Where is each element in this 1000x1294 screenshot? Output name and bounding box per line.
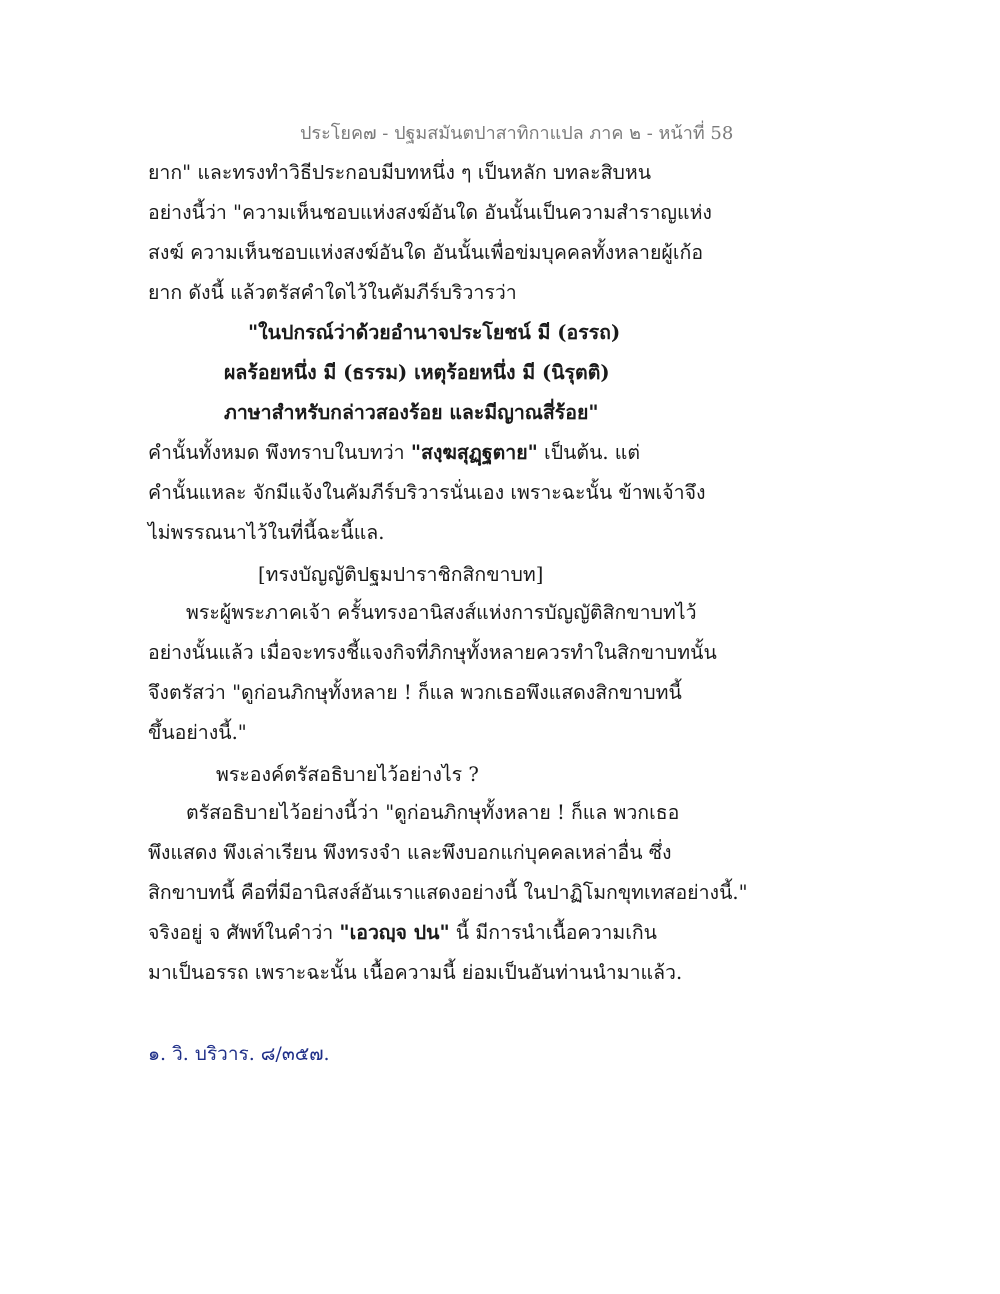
quote-line: ผลร้อยหนึ่ง มี (ธรรม) เหตุร้อยหนึ่ง มี (นิรุตติ) <box>224 361 610 384</box>
body-line: พระผู้พระภาคเจ้า ครั้นทรงอานิสงส์แห่งการบัญญัติสิกขาบทไว้ <box>186 601 697 624</box>
body-line: ยาก ดังนี้ แล้วตรัสคำใดไว้ในคัมภีร์บริวารว่า <box>148 281 517 304</box>
body-line: สงฆ์ ความเห็นชอบแห่งสงฆ์อันใด อันนั้นเพื่อข่มบุคคลทั้งหลายผู้เก้อ <box>148 241 704 264</box>
body-text: คำนั้นทั้งหมด พึงทราบในบทว่า <box>148 441 411 464</box>
body-text: นี้ มีการนำเนื้อความเกิน <box>449 921 658 944</box>
body-line: ไม่พรรณนาไว้ในที่นี้ฉะนี้แล. <box>148 521 385 544</box>
body-line: อย่างนั้นแล้ว เมื่อจะทรงชี้แจงกิจที่ภิกษุทั้งหลายควรทำในสิกขาบทนั้น <box>148 641 717 664</box>
page-header: ประโยค๗ - ปฐมสมันตปาสาทิกาแปล ภาค ๒ - หน้าที่ 58 <box>300 123 734 144</box>
body-line: ขึ้นอย่างนี้." <box>148 721 247 744</box>
body-line: ยาก" และทรงทำวิธีประกอบมีบทหนึ่ง ๆ เป็นหลัก บทละสิบหน <box>148 161 652 184</box>
pali-term: "สงฺฆสุฏฺฐตาย" <box>410 441 538 464</box>
body-line <box>148 918 657 948</box>
body-line: ตรัสอธิบายไว้อย่างนี้ว่า "ดูก่อนภิกษุทั้งหลาย ! ก็แล พวกเธอ <box>186 801 680 824</box>
body-line: สิกขาบทนี้ คือที่มีอานิสงส์อันเราแสดงอย่างนี้ ในปาฏิโมกขุทเทสอย่างนี้." <box>148 881 748 904</box>
body-line: มาเป็นอรรถ เพราะฉะนั้น เนื้อความนี้ ย่อมเป็นอันท่านนำมาแล้ว. <box>148 961 683 984</box>
body-text: จริงอยู่ จ ศัพท์ในคำว่า <box>148 921 340 944</box>
body-text: เป็นต้น. แต่ <box>537 441 641 464</box>
body-line <box>148 438 640 468</box>
pali-term: "เอวญฺจ ปน" <box>339 921 450 944</box>
body-line: อย่างนี้ว่า "ความเห็นชอบแห่งสงฆ์อันใด อันนั้นเป็นความสำราญแห่ง <box>148 201 712 224</box>
footnote: ๑. วิ. บริวาร. ๘/๓๕๗. <box>148 1043 330 1065</box>
body-line: คำนั้นแหละ จักมีแจ้งในคัมภีร์บริวารนั่นเอง เพราะฉะนั้น ข้าพเจ้าจึง <box>148 481 706 504</box>
section-title: [ทรงบัญญัติปฐมปาราชิกสิกขาบท] <box>258 563 544 586</box>
body-line: จึงตรัสว่า "ดูก่อนภิกษุทั้งหลาย ! ก็แล พวกเธอพึงแสดงสิกขาบทนี้ <box>148 681 682 704</box>
question-line: พระองค์ตรัสอธิบายไว้อย่างไร ? <box>216 763 479 786</box>
quote-line: ภาษาสำหรับกล่าวสองร้อย และมีญาณสี่ร้อย" <box>224 401 599 424</box>
quote-line: "ในปกรณ์ว่าด้วยอำนาจประโยชน์ มี (อรรถ) <box>248 321 621 344</box>
body-line: พึงแสดง พึงเล่าเรียน พึงทรงจำ และพึงบอกแก่บุคคลเหล่าอื่น ซึ่ง <box>148 841 672 864</box>
